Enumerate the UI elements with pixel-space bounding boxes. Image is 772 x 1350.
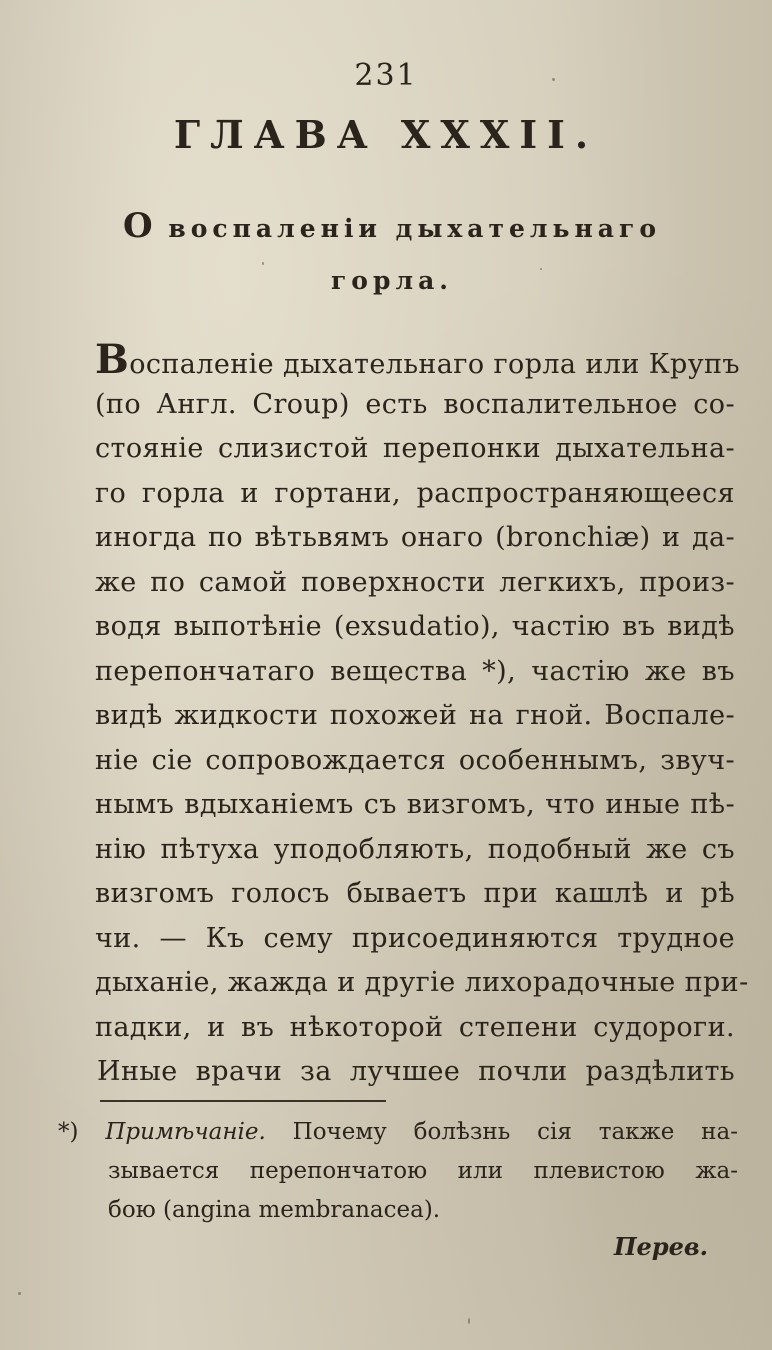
translator-signature: Перев. bbox=[613, 1232, 708, 1261]
footnote bbox=[58, 1113, 738, 1230]
body-line: чи. — Къ сему присоединяются трудное bbox=[95, 922, 735, 954]
footnote-line bbox=[58, 1113, 738, 1152]
body-line: Иные врачи за лучшее почли раздѣлить bbox=[97, 1056, 735, 1087]
paper-speck bbox=[262, 262, 264, 265]
body-line: видѣ жидкости похожей на гной. Воспале- bbox=[95, 700, 735, 731]
paper-speck bbox=[540, 268, 542, 270]
footnote-divider bbox=[100, 1100, 386, 1102]
body-line: ніе сіе сопровождается особеннымъ, звуч- bbox=[95, 744, 735, 776]
body-line: падки, и въ нѣкоторой степени судороги. bbox=[95, 1011, 735, 1043]
body-line: же по самой поверхности легкихъ, произ- bbox=[95, 566, 735, 598]
body-line: визгомъ голосъ бываетъ при кашлѣ и рѣ bbox=[95, 878, 735, 909]
body-paragraph bbox=[95, 336, 749, 1095]
body-line: водя выпотѣніе (exsudatio), частію въ видѣ bbox=[95, 611, 735, 642]
body-line: нію пѣтуха уподобляють, подобный же съ bbox=[95, 833, 735, 865]
body-line: иногда по вѣтьвямъ онаго (bronchiæ) и да- bbox=[95, 522, 735, 553]
footnote-line: бою (angina membranacea). bbox=[108, 1197, 441, 1223]
body-line: стояніе слизистой перепонки дыхательна- bbox=[95, 433, 735, 464]
footnote-label: Примѣчаніе. bbox=[105, 1119, 266, 1145]
section-title-initial: О bbox=[123, 206, 155, 246]
page-number: 231 bbox=[354, 58, 418, 93]
paper-speck bbox=[468, 1318, 470, 1324]
chapter-title: ГЛАВА XXXII. bbox=[173, 112, 599, 157]
body-line: го горла и гортани, распространяющееся bbox=[95, 477, 735, 509]
footnote-marker: *) bbox=[58, 1119, 79, 1145]
footnote-text: Почему болѣзнь сія также на- bbox=[292, 1119, 738, 1145]
section-title bbox=[82, 200, 702, 307]
section-title-line-1 bbox=[82, 200, 702, 255]
paper-speck bbox=[18, 1292, 21, 1295]
body-line: дыханіе, жажда и другіе лихорадочные при- bbox=[95, 967, 749, 998]
paper-speck bbox=[552, 78, 555, 81]
drop-capital: В bbox=[95, 336, 130, 383]
section-title-line-2: горла. bbox=[330, 266, 453, 295]
body-line: Воспаленіе дыхательнаго горла или Крупъ bbox=[95, 336, 740, 383]
body-line: перепончатаго вещества *), частію же въ bbox=[95, 655, 735, 687]
section-title-rest: воспаленіи дыхательнаго bbox=[168, 214, 661, 243]
body-line: (по Англ. Croup) есть воспалительное со- bbox=[95, 388, 735, 420]
footnote-line: зывается перепончатою или плевистою жа- bbox=[108, 1158, 738, 1184]
body-line: нымъ вдыханіемъ съ визгомъ, что иные пѣ- bbox=[95, 789, 735, 820]
